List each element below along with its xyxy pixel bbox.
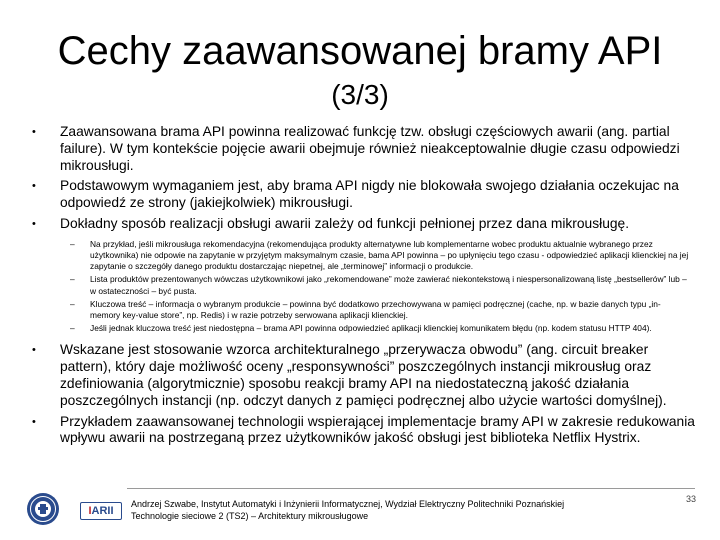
dash-icon: – <box>70 323 75 334</box>
bullet-item <box>32 178 700 212</box>
sub-bullet-text: Kluczowa treść – informacja o wybranym produkcie – powinna być dodatkowo przechowywana w pamięci podręcznej (cache, np. w bazie danych typu „in-memory key-value store”, np. Redis) i w razie potrzeby serwowana aplikacji klienckiej. <box>90 298 661 320</box>
university-seal-logo <box>26 492 60 526</box>
sub-bullet-item <box>70 238 690 273</box>
iarii-logo: I ARII <box>80 502 122 520</box>
bullet-icon: • <box>32 415 36 428</box>
bullet-item <box>32 124 700 174</box>
bullet-icon: • <box>32 217 36 230</box>
bullet-item <box>32 215 700 233</box>
sub-bullet-text: Na przykład, jeśli mikrousługa rekomendacyjna (rekomendująca produkty alternatywne lub komplementarne wobec produktu aktualnie wybranego przez użytkownika) nie odpowie na zapytanie w przyjętym maksymalnym czasie, bama API powinna – po upłynięciu tego czasu - odpowiedzieć aplikacji klienckiej na jej zapytanie o szczegóły danego produktu dostarczając niepetnej, ale „terminowej” informacji o produkcie. <box>90 238 689 272</box>
bullet-icon: • <box>32 126 36 138</box>
dash-icon: – <box>70 274 75 285</box>
sub-bullet-text: Jeśli jednak kluczowa treść jest niedostępna – brama API powinna odpowiedzieć aplikacji klienckiej komunikatem błędu (np. kodem statusu HTTP 404). <box>90 323 652 334</box>
sub-bullet-list <box>0 239 720 335</box>
footer-divider <box>127 488 695 489</box>
bullet-icon: • <box>32 180 36 193</box>
sub-bullet-item <box>70 298 690 321</box>
bullet-text: Zaawansowana brama API powinna realizować funkcję tzw. obsługi częściowych awarii (ang. partial failure). W tym kontekście pojęcie awarii obejmuje również nieakceptowalnie długie czasu odpowiedzi mikrousługi. <box>60 124 680 173</box>
bullet-text: Podstawowym wymaganiem jest, aby brama API nigdy nie blokowała swojego działania oczekujac na odpowiedź ze strony (jakiejkolwiek) mikrousługi. <box>60 178 679 211</box>
sub-bullet-text: Lista produktów prezentowanych wówczas użytkownikowi jako „rekomendowane” może zawierać niekontekstową i niespersonalizowaną listę „bestsellerów” lub – w ostateczności – być pusta. <box>90 274 687 296</box>
bullet-text: Wskazane jest stosowanie wzorca architekturalnego „przerywacza obwodu” (ang. circuit breaker pattern), który daje możliwość oceny „responsywności” poszczególnych instancji mikrousług oraz zdefiniowania (algorytmicznie) sposobu reakcji bramy API na niedostateczną jakość działania poszczególnych instancji (np. odczyt danych z pamięci podręcznej albo użycie wartości domyślnej). <box>60 342 667 408</box>
sub-bullet-item <box>70 323 690 334</box>
dash-icon: – <box>70 238 75 249</box>
page-number: 33 <box>685 494 696 504</box>
sub-bullet-item <box>70 274 690 296</box>
slide-title: Cechy zaawansowanej bramy API <box>57 29 663 73</box>
footer-course-line: Technologie sieciowe 2 (TS2) – Architektury mikrousługowe <box>131 511 369 521</box>
bullet-item <box>32 342 700 409</box>
bullet-icon: • <box>32 344 36 357</box>
slide-content <box>0 124 720 451</box>
bullet-item <box>32 413 700 448</box>
footer-author-line: Andrzej Szwabe, Instytut Automatyki i Inżynierii Informatycznej, Wydział Elektryczny Politechniki Poznańskiej <box>131 499 565 509</box>
bullet-text: Przykładem zaawansowanej technologii wspierającej implementacje bramy API w zakresie redukowania wpływu awarii na postrzeganą przez użytkowników jakość obsługi jest biblioteka Netflix Hystrix. <box>60 413 695 446</box>
dash-icon: – <box>70 298 75 309</box>
slide-subtitle: (3/3) <box>331 79 389 110</box>
footer-text <box>131 498 671 522</box>
bullet-text: Dokładny sposób realizacji obsługi awarii zależy od funkcji pełnionej przez dana mikrousługę. <box>60 215 630 231</box>
